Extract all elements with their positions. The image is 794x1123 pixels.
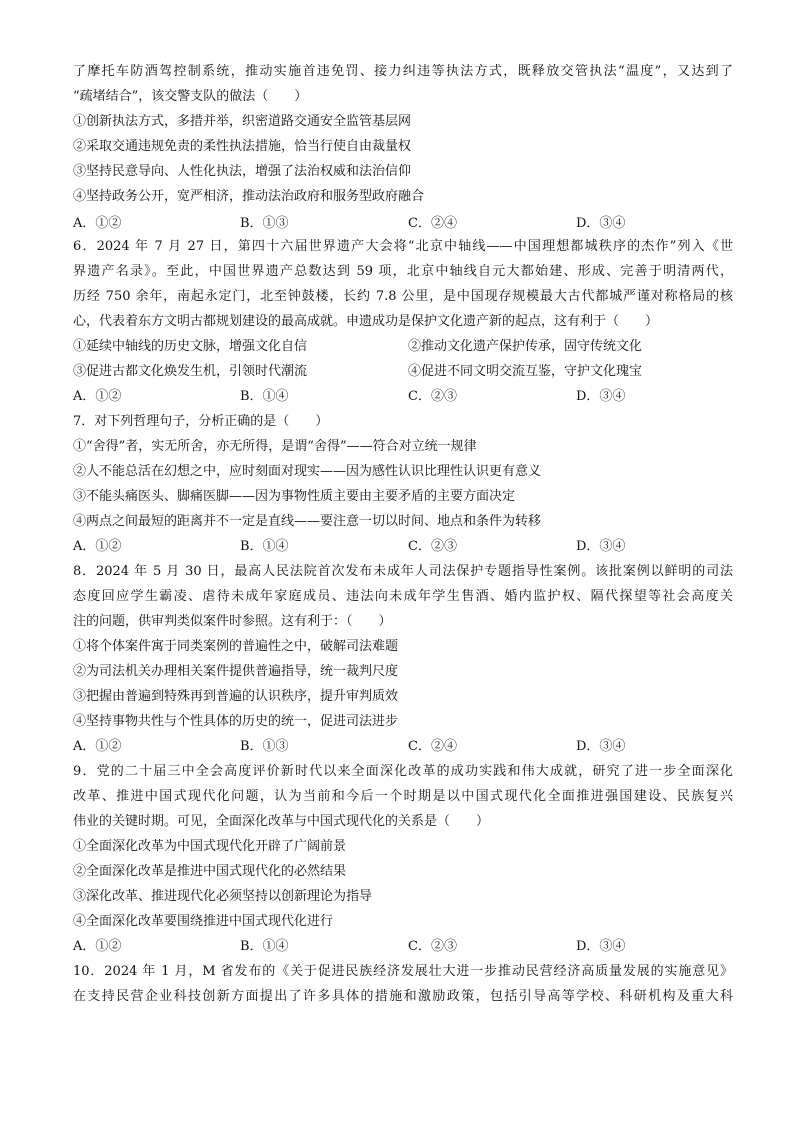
q5-statement-3: ③坚持民意导向、人性化执法，增强了法治权威和法治信仰 — [73, 164, 412, 179]
q8-option-b[interactable]: B．①③ — [240, 739, 289, 754]
q6-statement-1: ①延续中轴线的历史文脉，增强文化自信 — [73, 339, 308, 354]
q9-statement-4: ④全面深化改革要围绕推进中国式现代化进行 — [73, 914, 334, 929]
q6-stem-line: 历经 750 余年，南起永定门，北至钟鼓楼，长约 7.8 公里，是中国现存规模最大古代都城严谨对称格局的核 — [73, 289, 733, 304]
q9-statement-1: ①全面深化改革为中国式现代化开辟了广阔前景 — [73, 839, 347, 854]
q8-option-d[interactable]: D．③④ — [576, 739, 626, 754]
q6-stem-line: 界遗产名录》。至此，中国世界遗产总数达到 59 项，北京中轴线自元大都始建、形成、完善于明清两代， — [73, 264, 733, 279]
q7-statement-1: ①“舍得”者，实无所舍，亦无所得，是谓“舍得”——符合对立统一规律 — [73, 439, 477, 454]
q7-options — [73, 535, 733, 559]
q9-stem-line: 改革、推进中国式现代化问题，认为当前和今后一个时期是以中国式现代化全面推进强国建设、民族复兴 — [73, 789, 733, 804]
q6-statements-row — [73, 335, 733, 359]
q10-stem-line: 在支持民营企业科技创新方面提出了许多具体的措施和激励政策，包括引导高等学校、科研机构及重大科 — [73, 989, 733, 1004]
q6-statement-3: ③促进古都文化焕发生机，引领时代潮流 — [73, 364, 308, 379]
q6-option-d[interactable]: D．③④ — [576, 389, 626, 404]
q9-option-d[interactable]: D．③④ — [576, 939, 626, 954]
q8-statement-2: ②为司法机关办理相关案件提供普遍指导，统一裁判尺度 — [73, 664, 399, 679]
q8-statement-3: ③把握由普遍到特殊再到普遍的认识秩序，提升审判质效 — [73, 689, 399, 704]
q8-statement-4: ④坚持事物共性与个性具体的历史的统一，促进司法进步 — [73, 714, 399, 729]
q6-statement-4: ④促进不同文明交流互鉴，守护文化瑰宝 — [408, 364, 643, 379]
q8-stem-line: 8．2024 年 5 月 30 日，最高人民法院首次发布未成年人司法保护专题指导性案例。该批案例以鲜明的司法 — [73, 564, 733, 579]
q5-option-b[interactable]: B．①③ — [240, 216, 289, 231]
q6-option-b[interactable]: B．①④ — [240, 389, 289, 404]
q7-statement-2: ②人不能总活在幻想之中，应时刻面对现实——因为感性认识比理性认识更有意义 — [73, 464, 542, 479]
q5-option-a[interactable]: A．①② — [73, 216, 122, 231]
q5-statement-4: ④坚持政务公开，宽严相济，推动法治政府和服务型政府融合 — [73, 189, 425, 204]
q6-statements-row — [73, 360, 733, 384]
q9-options — [73, 935, 733, 959]
q8-stem-line: 态度回应学生霸凌、虐待未成年家庭成员、违法向未成年学生售酒、婚内监护权、隔代探望等社会高度关 — [73, 589, 733, 604]
q7-statement-4: ④两点之间最短的距离并不一定是直线——要注意一切以时间、地点和条件为转移 — [73, 514, 542, 529]
q9-option-a[interactable]: A．①② — [73, 939, 122, 954]
q6-options — [73, 385, 733, 409]
q6-option-c[interactable]: C．②③ — [408, 389, 457, 404]
q9-stem-line: 伟业的关键时期。可见，全面深化改革与中国式现代化的关系是（ ） — [73, 814, 490, 829]
q9-option-c[interactable]: C．②③ — [408, 939, 457, 954]
q8-statement-1: ①将个体案件寓于同类案例的普遍性之中，破解司法难题 — [73, 639, 399, 654]
q8-option-c[interactable]: C．②④ — [408, 739, 457, 754]
q5-option-d[interactable]: D．③④ — [576, 216, 626, 231]
q6-option-a[interactable]: A．①② — [73, 389, 122, 404]
q7-option-d[interactable]: D．③④ — [576, 539, 626, 554]
q7-stem-line: 7．对下列哲理句子，分析正确的是（ ） — [73, 414, 329, 429]
q9-option-b[interactable]: B．①④ — [240, 939, 289, 954]
q6-stem-line: 6．2024 年 7 月 27 日，第四十六届世界遗产大会将“北京中轴线——中国理想都城秩序的杰作”列入《世 — [73, 239, 733, 254]
q5-statement-2: ②采取交通违规免责的柔性执法措施，恰当行使自由裁量权 — [73, 139, 412, 154]
q6-stem-line: 心，代表着东方文明古都规划建设的最高成就。申遗成功是保护文化遗产新的起点，这有利于（ ） — [73, 314, 659, 329]
q7-option-b[interactable]: B．①④ — [240, 539, 289, 554]
q7-option-a[interactable]: A．①② — [73, 539, 122, 554]
q9-stem-line: 9．党的二十届三中全会高度评价新时代以来全面深化改革的成功实践和伟大成就，研究了进一步全面深化 — [73, 764, 733, 779]
q7-statement-3: ③不能头痛医头、脚痛医脚——因为事物性质主要由主要矛盾的主要方面决定 — [73, 489, 516, 504]
q10-stem-line: 10．2024 年 1 月，M 省发布的《关于促进民族经济发展壮大进一步推动民营经济高质量发展的实施意见》 — [73, 964, 733, 979]
q8-stem-line: 注的问题，供审判类似案件时参照。这有利于：（ ） — [73, 614, 392, 629]
q5-statement-1: ①创新执法方式，多措并举，织密道路交通安全监管基层网 — [73, 114, 412, 129]
q8-option-a[interactable]: A．①② — [73, 739, 122, 754]
q5-options — [73, 212, 733, 236]
q5-option-c[interactable]: C．②④ — [408, 216, 457, 231]
q5-stem-line: “疏堵结合”，该交警支队的做法（ ） — [73, 89, 308, 104]
q8-options — [73, 735, 733, 759]
q7-option-c[interactable]: C．②③ — [408, 539, 457, 554]
q5-stem-line: 了摩托车防酒驾控制系统，推动实施首违免罚、接力纠违等执法方式，既释放交管执法“温度”，又达到了 — [73, 64, 733, 79]
q9-statement-3: ③深化改革、推进现代化必须坚持以创新理论为指导 — [73, 889, 373, 904]
q6-statement-2: ②推动文化遗产保护传承，固守传统文化 — [408, 339, 643, 354]
q9-statement-2: ②全面深化改革是推进中国式现代化的必然结果 — [73, 864, 347, 879]
